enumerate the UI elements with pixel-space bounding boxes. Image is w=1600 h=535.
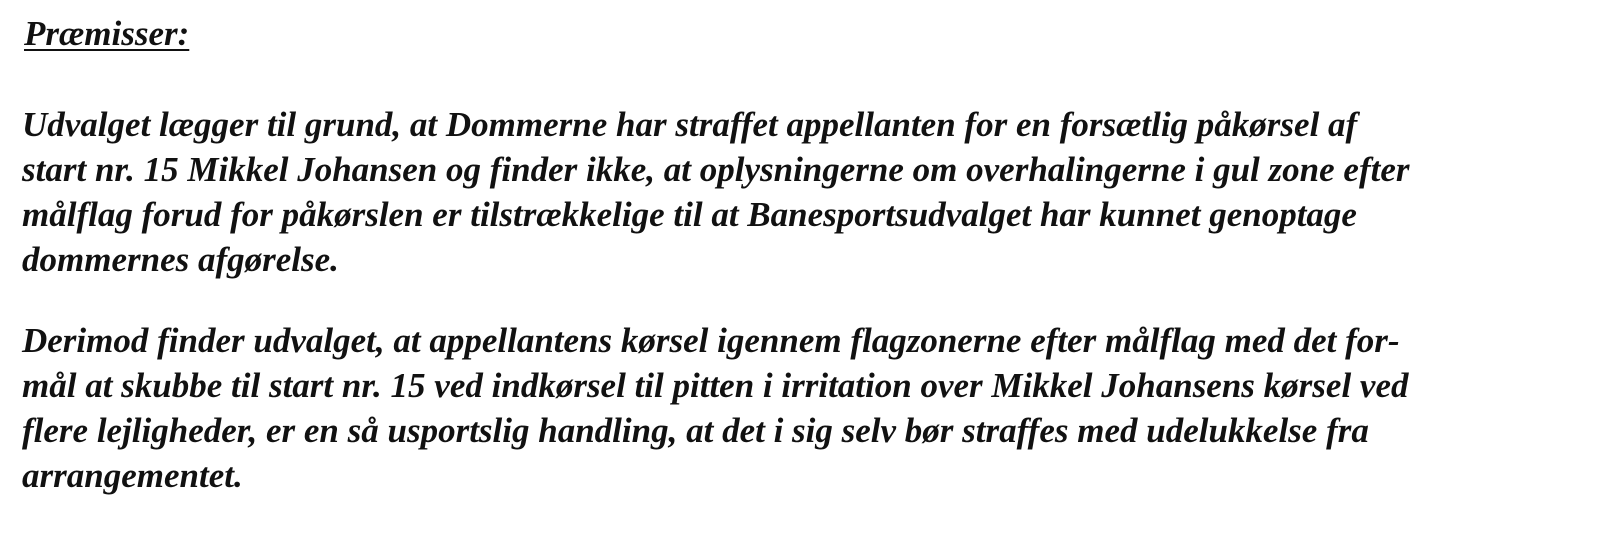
paragraph-2-line-2: mål at skubbe til start nr. 15 ved indkørsel til pitten i irritation over Mikkel Johansens kørsel ved bbox=[22, 366, 1409, 405]
paragraph-1-line-3: målflag forud for påkørslen er tilstrækkelige til at Banesportsudvalget har kunnet genoptage bbox=[22, 195, 1357, 234]
paragraph-2-line-4: arrangementet. bbox=[22, 456, 243, 495]
paragraph-2-line-1: Derimod finder udvalget, at appellantens kørsel igennem flagzonerne efter målflag med det for- bbox=[22, 321, 1400, 360]
paragraph-1-line-1: Udvalget lægger til grund, at Dommerne har straffet appellanten for en forsætlig påkørsel af bbox=[22, 105, 1358, 144]
document-page bbox=[22, 14, 1582, 534]
paragraph-2 bbox=[22, 318, 1582, 498]
paragraph-2-line-3: flere lejligheder, er en så usportslig handling, at det i sig selv bør straffes med udelukkelse fra bbox=[22, 411, 1369, 450]
paragraph-1-line-2: start nr. 15 Mikkel Johansen og finder ikke, at oplysningerne om overhalingerne i gul zone efter bbox=[22, 150, 1410, 189]
section-heading: Præmisser: bbox=[24, 14, 190, 53]
paragraph-1 bbox=[22, 102, 1582, 282]
paragraph-1-line-4: dommernes afgørelse. bbox=[22, 240, 339, 279]
